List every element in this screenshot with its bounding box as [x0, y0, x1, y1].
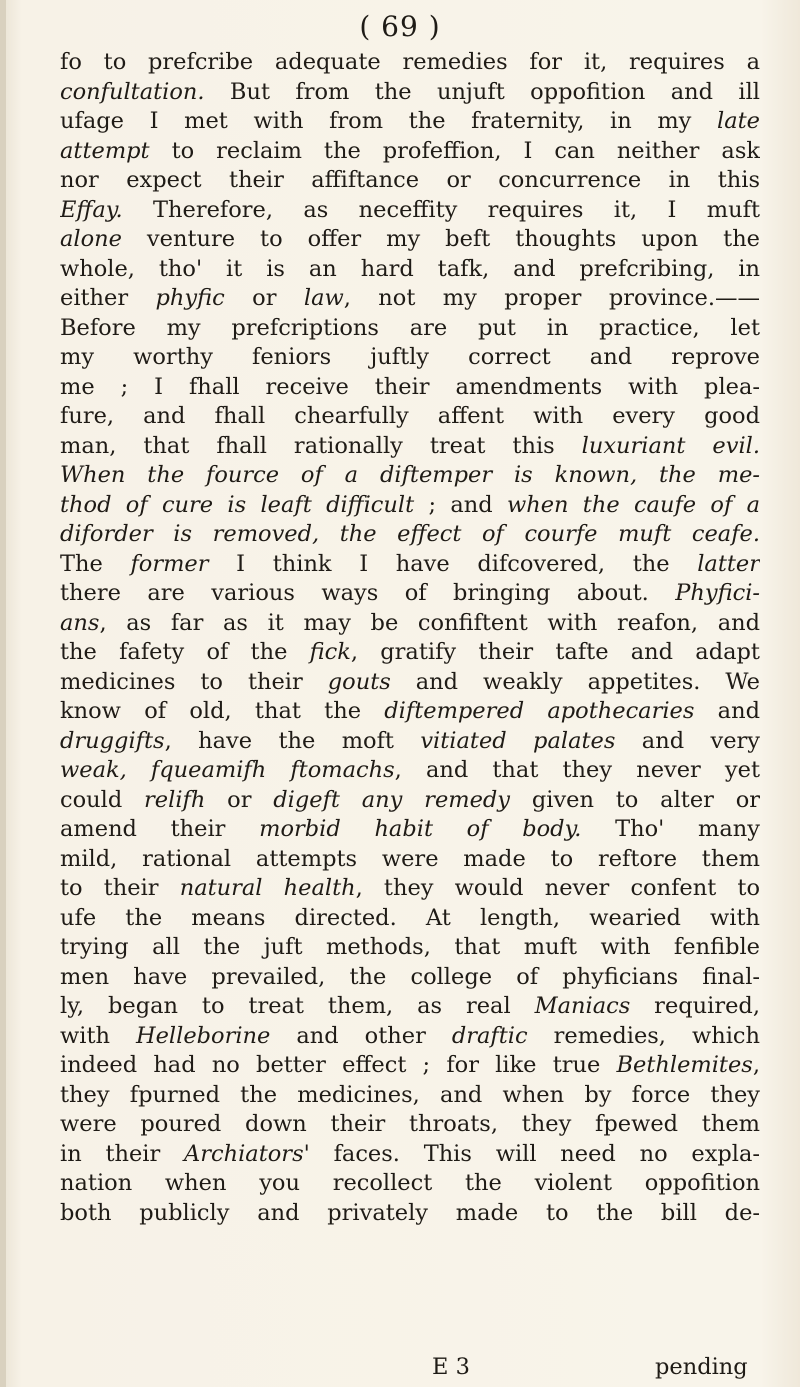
text-run: , they would never confent to — [355, 875, 760, 901]
text-run: me ; I fhall receive their amendments with plea- — [60, 373, 760, 400]
text-line — [60, 1081, 760, 1111]
italic-text: diftempered apothecaries — [384, 698, 695, 724]
text-line — [60, 638, 760, 668]
text-line — [60, 373, 760, 403]
body-text — [60, 48, 760, 1228]
text-line — [60, 166, 760, 196]
text-line — [60, 196, 760, 226]
text-line — [60, 137, 760, 167]
text-line — [60, 107, 760, 137]
italic-text: luxuriant evil. — [581, 432, 760, 459]
text-line — [60, 1110, 760, 1140]
italic-text: Effay. — [60, 196, 123, 223]
text-line — [60, 609, 760, 639]
text-run: amend their — [60, 816, 260, 842]
text-line — [60, 1022, 760, 1052]
text-run: But from the unjuft oppofition and ill — [204, 78, 760, 105]
text-run: ufe the means directed. At length, wearied with — [60, 904, 760, 931]
text-run: in their — [60, 1140, 185, 1167]
text-line — [60, 963, 760, 993]
text-line — [60, 343, 760, 373]
page-spine-shadow — [0, 0, 6, 1387]
text-line — [60, 491, 760, 521]
text-run: were poured down their throats, they fpewed them — [60, 1111, 760, 1137]
text-line — [60, 904, 760, 934]
text-run: nor expect their affiftance or concurrence in this — [60, 167, 760, 193]
text-run: with — [60, 1022, 136, 1049]
text-run: know of old, that the — [60, 698, 385, 724]
italic-text: law — [303, 285, 344, 311]
text-line — [60, 225, 760, 255]
italic-text: Helleborine — [136, 1022, 271, 1049]
italic-text: Archiators' — [184, 1140, 310, 1167]
italic-text: weak, fqueamifh ftomachs — [60, 757, 395, 783]
text-run: they fpurned the medicines, and when by force they — [60, 1081, 760, 1108]
text-run: men have prevailed, the college of phyficians final- — [60, 963, 760, 990]
italic-text: Bethlemites — [616, 1052, 753, 1078]
text-run: faces. This will need no expla- — [309, 1140, 760, 1167]
italic-text: confultation. — [60, 78, 205, 105]
italic-text: ans — [60, 609, 100, 636]
text-line — [60, 874, 760, 904]
catchword: pending — [655, 1354, 748, 1380]
italic-text: morbid habit of body. — [259, 816, 582, 842]
text-line — [60, 579, 760, 609]
text-run: The — [60, 550, 131, 577]
text-run: both publicly and privately made to the bill de- — [60, 1199, 760, 1226]
text-run: or — [224, 285, 304, 311]
italic-text: when the caufe of a — [506, 491, 760, 518]
text-line — [60, 1140, 760, 1170]
text-line — [60, 727, 760, 757]
signature-mark: E 3 — [432, 1354, 470, 1380]
text-run: , not my proper province.—— — [343, 285, 760, 311]
text-run: Therefore, as neceffity requires it, I muft — [122, 196, 760, 223]
text-run: indeed had no better effect ; for like true — [60, 1052, 617, 1078]
text-run: , and that they never yet — [394, 757, 760, 783]
text-run: required, — [630, 993, 760, 1019]
italic-text: gouts — [327, 668, 391, 695]
italic-text: natural health — [179, 875, 356, 901]
text-run: man, that fhall rationally treat this — [60, 432, 582, 459]
text-run: Before my prefcriptions are put in practice, let — [60, 314, 760, 341]
text-run: to their — [60, 875, 180, 901]
text-run: and very — [615, 727, 760, 754]
italic-text: late — [717, 108, 760, 134]
text-run: , as far as it may be confiftent with reafon, and — [99, 609, 760, 636]
text-run: ; and — [414, 491, 507, 518]
italic-text: digeft any remedy — [273, 786, 511, 813]
text-line — [60, 668, 760, 698]
italic-text: druggifts — [60, 727, 165, 754]
text-run: mild, rational attempts were made to reftore them — [60, 845, 760, 872]
text-run: , gratify their tafte and adapt — [350, 639, 760, 665]
italic-text: fick — [309, 639, 351, 665]
italic-text: Phyfici- — [675, 580, 760, 606]
text-line — [60, 1199, 760, 1229]
text-run: medicines to their — [60, 668, 328, 695]
text-run: and weakly appetites. We — [390, 668, 760, 695]
text-run: either — [60, 285, 156, 311]
text-run: fo to prefcribe adequate remedies for it, requires a — [60, 49, 760, 75]
italic-text: latter — [697, 550, 760, 577]
text-run: could — [60, 786, 145, 813]
italic-text: attempt — [60, 137, 150, 164]
text-line — [60, 520, 760, 550]
text-line — [60, 756, 760, 786]
italic-text: diforder is removed, the effect of courfe muft ceafe. — [60, 521, 760, 547]
italic-text: alone — [60, 226, 122, 252]
text-line — [60, 402, 760, 432]
text-run: and — [694, 698, 760, 724]
text-line — [60, 815, 760, 845]
text-line — [60, 48, 760, 78]
text-run: trying all the juft methods, that muft with fenfible — [60, 934, 760, 960]
text-line — [60, 845, 760, 875]
text-run: given to alter or — [510, 786, 760, 813]
text-line — [60, 992, 760, 1022]
text-line — [60, 550, 760, 580]
italic-text: relifh — [144, 786, 206, 813]
text-run: the fafety of the — [60, 639, 310, 665]
text-run: Tho' many — [581, 816, 760, 842]
text-line — [60, 697, 760, 727]
text-line — [60, 78, 760, 108]
italic-text: vitiated palates — [420, 727, 616, 754]
italic-text: thod of cure is leaft difficult — [60, 491, 415, 518]
text-run: ly, began to treat them, as real — [60, 993, 535, 1019]
italic-text: phyfic — [155, 285, 225, 311]
text-run: there are various ways of bringing about. — [60, 580, 676, 606]
text-run: remedies, which — [527, 1022, 760, 1049]
text-line — [60, 1169, 760, 1199]
text-run: to reclaim the profeffion, I can neither ask — [149, 137, 760, 164]
text-line — [60, 786, 760, 816]
page-footer — [0, 1352, 800, 1384]
page-number: ( 69 ) — [359, 10, 441, 43]
text-line — [60, 1051, 760, 1081]
text-run: or — [205, 786, 274, 813]
text-line — [60, 284, 760, 314]
text-run: , have the moft — [164, 727, 421, 754]
text-line — [60, 933, 760, 963]
text-run: and other — [270, 1022, 452, 1049]
text-run: fure, and fhall chearfully affent with every good — [60, 403, 760, 429]
text-run: I think I have difcovered, the — [208, 550, 698, 577]
italic-text: Maniacs — [534, 993, 631, 1019]
italic-text: draftic — [451, 1022, 528, 1049]
text-run: , — [752, 1052, 760, 1078]
text-line — [60, 255, 760, 285]
text-line — [60, 432, 760, 462]
text-run: my worthy feniors juftly correct and reprove — [60, 344, 760, 370]
italic-text: When the fource of a diftemper is known, the me- — [60, 462, 760, 488]
text-run: ufage I met with from the fraternity, in my — [60, 108, 718, 134]
text-line — [60, 461, 760, 491]
text-line — [60, 314, 760, 344]
text-run: whole, tho' it is an hard tafk, and prefcribing, in — [60, 255, 760, 282]
text-run: venture to offer my beft thoughts upon the — [121, 226, 760, 252]
italic-text: former — [130, 550, 209, 577]
text-run: nation when you recollect the violent oppofition — [60, 1170, 760, 1196]
